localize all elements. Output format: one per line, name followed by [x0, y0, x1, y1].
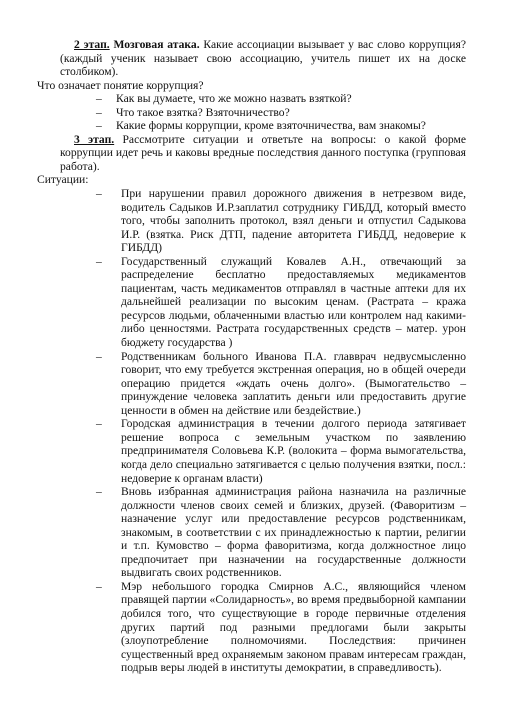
stage2-label: 2 этап. — [74, 38, 110, 51]
stage3-label: 3 этап. — [74, 132, 115, 146]
list-item: – Что такое взятка? Взяточничество? — [37, 106, 466, 120]
list-item: – Родственникам больного Иванова П.А. главврач недвусмысленно говорит, что ему требуется экстренная операция, но в общей очереди операцию придется «ждать очень долго». (Вымогательство – принуждение человека заплатить деньги или предоставить другие ценности в обмен на действие или бездействие.) — [37, 350, 466, 418]
stage3-text: Рассмотрите ситуации и ответьте на вопросы: о какой форме коррупции идет речь и каковы вредные последствия данного поступка (групповая работа). — [60, 132, 466, 173]
stage2-title: Мозговая атака. — [113, 38, 200, 51]
list-item: – Государственный служащий Ковалев А.Н., отвечающий за распределение бесплатно предоставляемых медикаментов пациентам, часть медикаментов отправлял в частные аптеки для их дальнейшей реализации по высоким ценам. (Растрата – кража ресурсов людьми, облаченными властью или контролем над какими-либо ценностями. Растрата государственных средств – матер. урон бюджету государства ) — [37, 255, 466, 350]
concept-question: Что означает понятие коррупция? — [37, 78, 204, 92]
stage2-text: Какие ассоциации вызывает у вас слово коррупция? (каждый ученик называет свою ассоциацию, учитель пишет их на доске столбиком). — [60, 38, 466, 79]
stage2-paragraph — [37, 38, 466, 79]
list-item: – При нарушении правил дорожного движения в нетрезвом виде, водитель Садыков И.Р.заплатил сотруднику ГИБДД, который вместо того, чтобы заполнить протокол, взял деньги и отпустил Садыкова И.Р. (взятка. Риск ДТП, падение авторитета ГИБДД, недоверие к ГИБДД) — [37, 187, 466, 255]
list-item: – Городская администрация в течении долгого периода затягивает решение вопроса с земельным участком по заявлению предпринимателя Соловьева К.Р. (волокита – форма вымогательства, когда дело специально затягивается с целью получения взятки, посл.: недоверие к органам власти) — [37, 417, 466, 485]
situations-heading: Ситуации: — [37, 173, 89, 187]
list-item: – Какие формы коррупции, кроме взяточничества, вам знакомы? — [37, 119, 466, 133]
list-item: – Мэр небольшого городка Смирнов А.С., являющийся членом правящей партии «Солидарность», во время предвыборной кампании добился того, что существующие в городе первичные отделения других партий под разными предлогами были закрыты (злоупотребление полномочиями. Последствия: причинен существенный вред охраняемым законом правам интересам граждан, подрыв веры людей в институты демократии, в справедливость). — [37, 580, 466, 675]
list-item: – Вновь избранная администрация района назначила на различные должности членов своих семей и близких, друзей. (Фаворитизм – назначение услуг или предоставление ресурсов родственникам, знакомым, в соответствии с их принадлежностью к партии, религии и т.п. Кумовство – форма фаворитизма, когда должностное лицо предпочитает при назначении на государственные должности выдвигать своих родственников. — [37, 485, 466, 580]
question-list — [37, 92, 466, 133]
list-item: – Как вы думаете, что же можно назвать взяткой? — [37, 92, 466, 106]
situations-list — [37, 187, 466, 675]
stage3-paragraph — [37, 133, 466, 174]
